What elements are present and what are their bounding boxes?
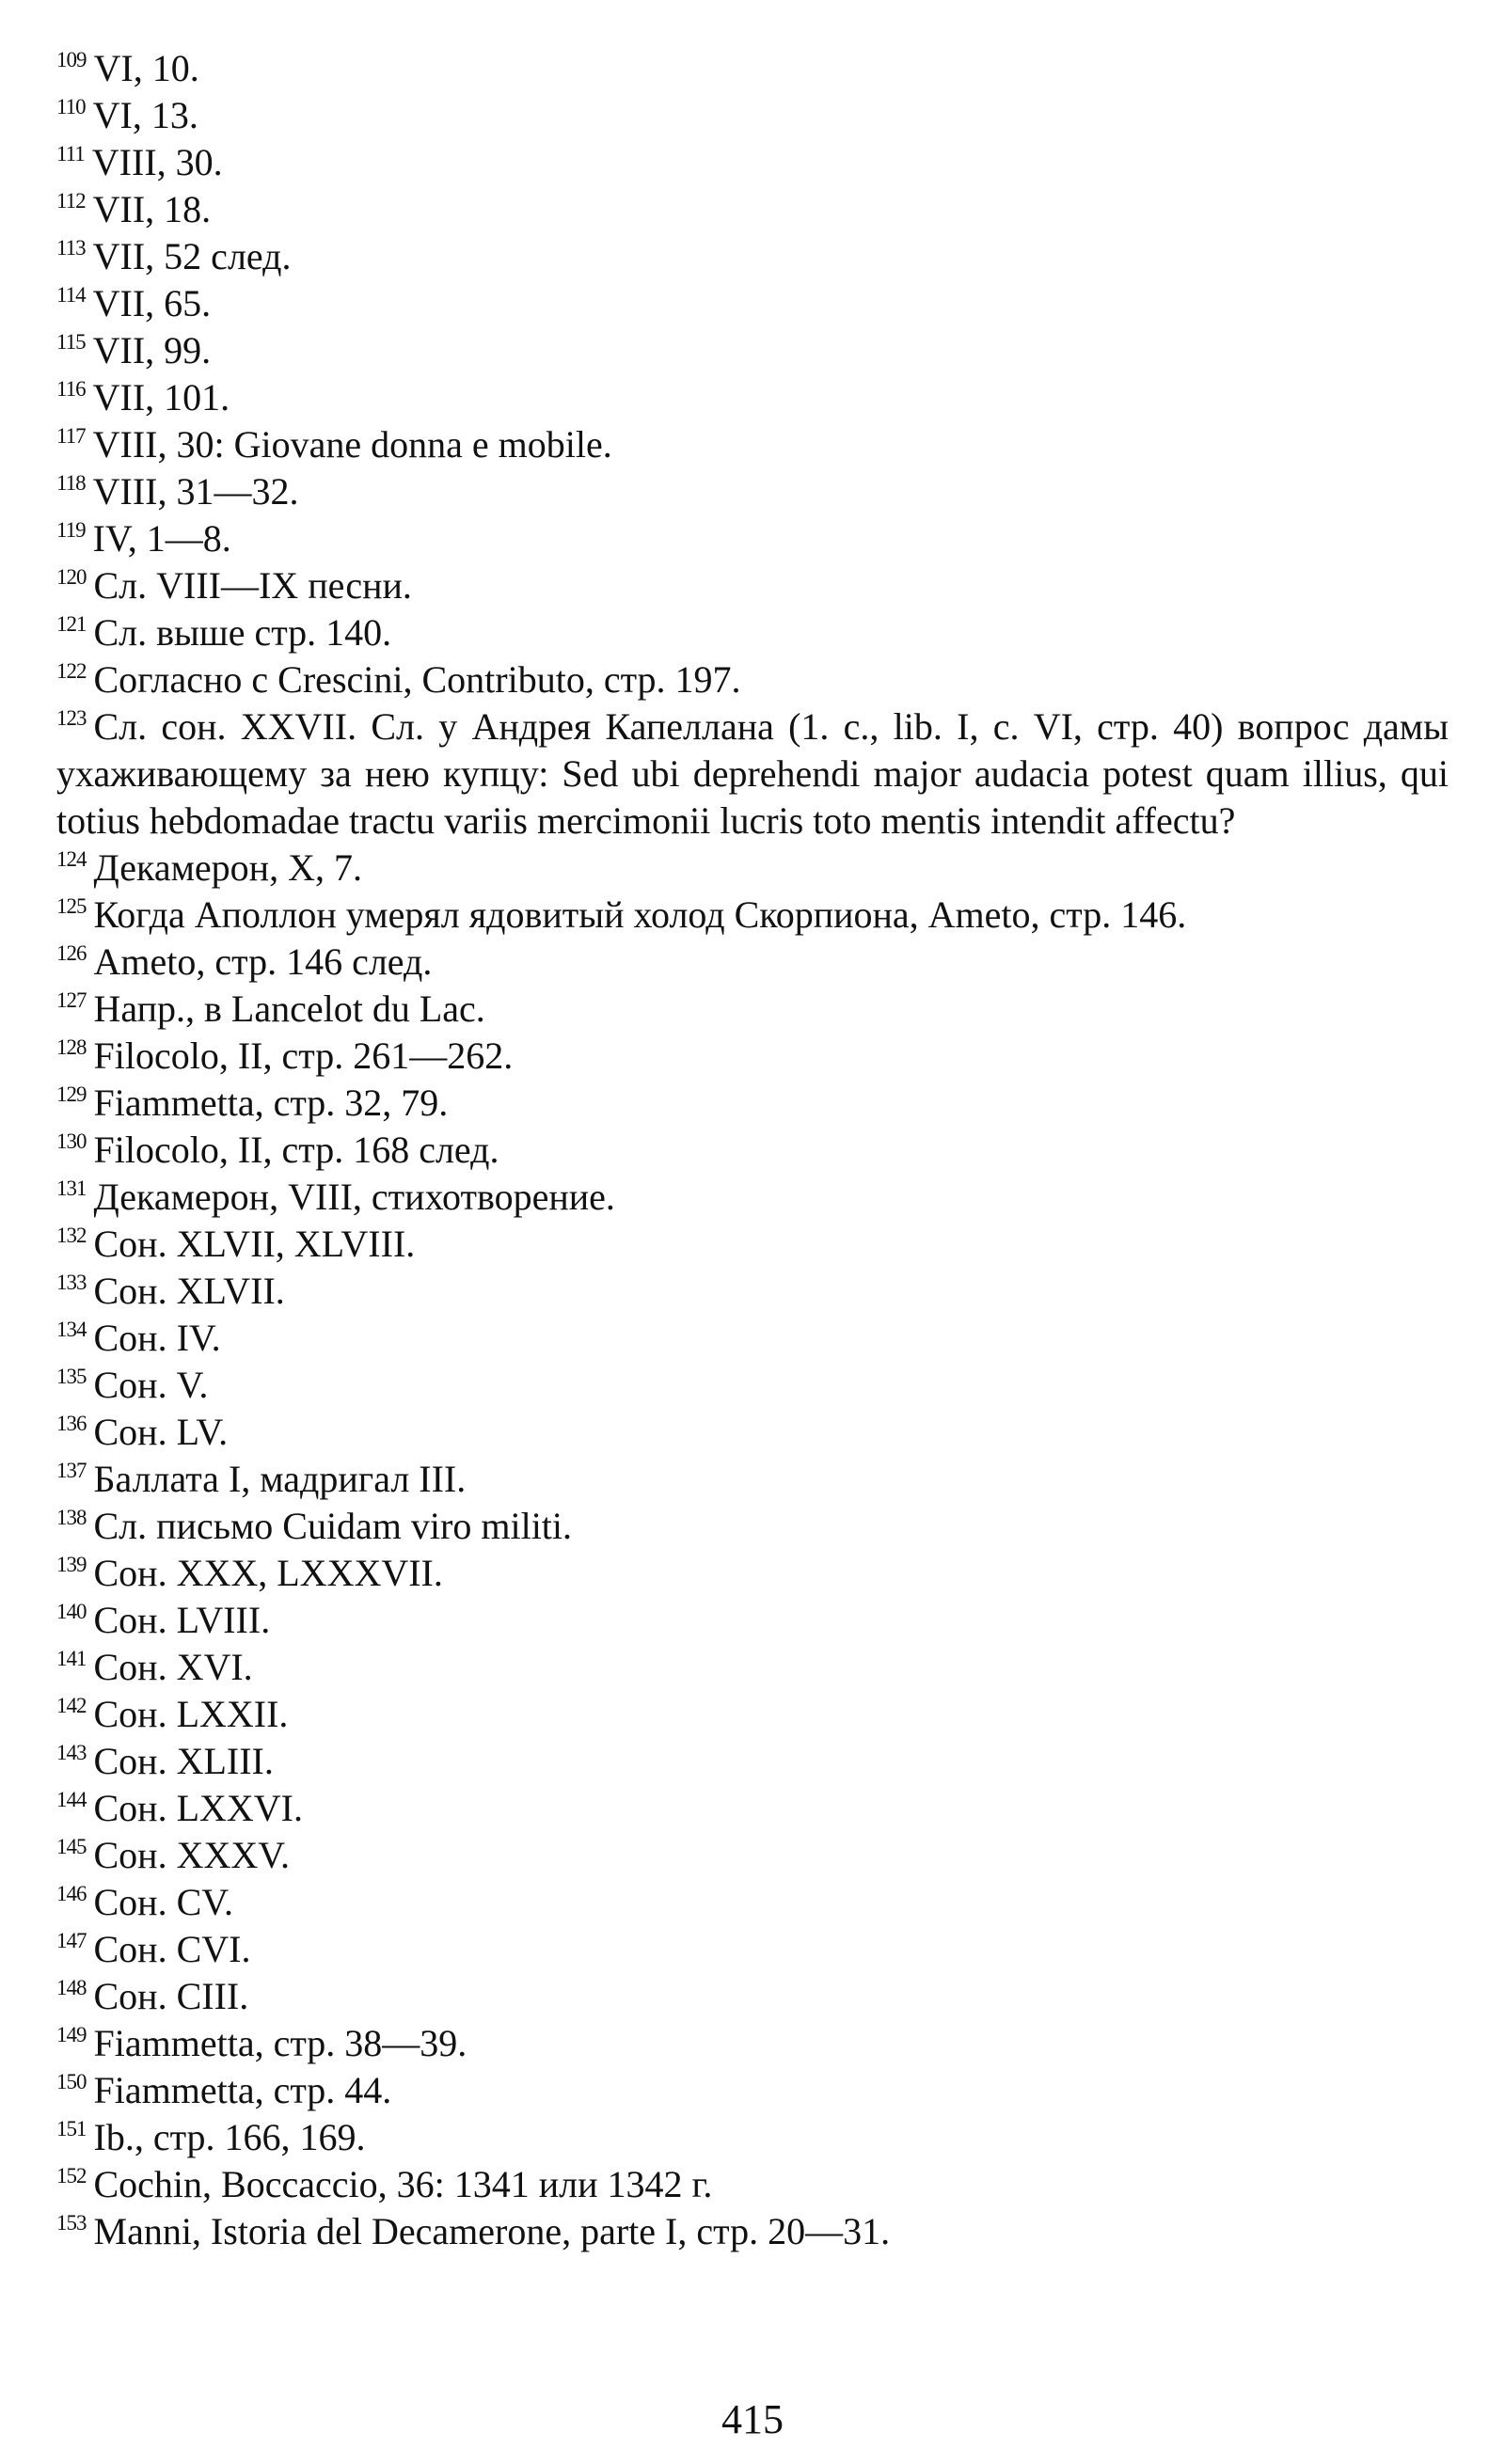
footnote-number: 128 xyxy=(56,1035,87,1059)
footnote-text: Согласно с Crescini, Contributo, стр. 197. xyxy=(93,658,741,701)
footnote-number: 137 xyxy=(56,1459,87,1482)
footnote-text: Fiammetta, стр. 32, 79. xyxy=(93,1082,449,1124)
footnote-number: 151 xyxy=(56,2117,87,2140)
footnote-number: 110 xyxy=(56,95,86,118)
footnote-text: Сон. CVI. xyxy=(93,1928,251,1970)
footnote-text: Сон. LXXII. xyxy=(93,1693,289,1735)
footnote-number: 116 xyxy=(56,377,86,401)
footnote-126 xyxy=(56,939,1449,986)
footnote-124 xyxy=(56,845,1449,892)
footnote-number: 144 xyxy=(56,1788,87,1811)
footnote-number: 134 xyxy=(56,1318,87,1341)
footnote-text: VII, 65. xyxy=(92,282,212,324)
footnote-128 xyxy=(56,1033,1449,1080)
page-number: 415 xyxy=(721,2396,784,2442)
footnote-number: 125 xyxy=(56,894,87,918)
footnote-text: Баллата I, мадригал III. xyxy=(93,1458,467,1500)
footnote-text: Cochin, Boccaccio, 36: 1341 или 1342 г. xyxy=(93,2163,713,2205)
footnote-119 xyxy=(56,515,1449,562)
footnote-118 xyxy=(56,468,1449,515)
footnote-number: 127 xyxy=(56,988,87,1012)
footnote-text: Сон. LXXVI. xyxy=(93,1787,303,1829)
footnote-number: 138 xyxy=(56,1506,87,1529)
footnote-text: Сон. IV. xyxy=(93,1317,221,1359)
footnote-114 xyxy=(56,280,1449,327)
footnote-number: 113 xyxy=(56,236,86,260)
footnote-113 xyxy=(56,233,1449,280)
footnote-125 xyxy=(56,892,1449,939)
footnote-number: 121 xyxy=(56,612,87,636)
footnote-list xyxy=(56,45,1449,2255)
footnote-number: 141 xyxy=(56,1647,87,1670)
footnote-number: 146 xyxy=(56,1882,87,1905)
footnote-text: Сон. XXX, LXXXVII. xyxy=(93,1552,443,1594)
footnote-number: 129 xyxy=(56,1082,87,1106)
footnote-text: VII, 18. xyxy=(92,188,212,230)
footnote-number: 114 xyxy=(56,283,86,307)
footnote-text: Сон. CV. xyxy=(93,1881,233,1923)
footnote-number: 148 xyxy=(56,1976,87,1999)
footnote-text: Сон. CIII. xyxy=(93,1975,249,2017)
footnote-text: Сон. V. xyxy=(93,1364,209,1406)
footnote-135 xyxy=(56,1362,1449,1409)
footnote-number: 112 xyxy=(56,189,86,213)
footnote-text: Сон. XVI. xyxy=(93,1646,253,1688)
footnote-150 xyxy=(56,2067,1449,2114)
footnote-text: Ameto, стр. 146 след. xyxy=(93,940,433,983)
footnote-text: Декамерон, X, 7. xyxy=(93,846,362,889)
footnote-151 xyxy=(56,2114,1449,2161)
footnote-text: VII, 101. xyxy=(92,376,230,419)
footnote-112 xyxy=(56,186,1449,233)
footnote-number: 149 xyxy=(56,2023,87,2046)
footnote-text: Сон. XLIII. xyxy=(93,1740,274,1782)
footnote-140 xyxy=(56,1597,1449,1644)
footnote-122 xyxy=(56,656,1449,703)
footnote-153 xyxy=(56,2208,1449,2255)
footnote-number: 147 xyxy=(56,1929,87,1952)
footnote-number: 111 xyxy=(56,142,85,166)
footnote-text: Fiammetta, стр. 44. xyxy=(93,2069,392,2111)
footnote-143 xyxy=(56,1738,1449,1785)
footnote-number: 122 xyxy=(56,659,87,683)
footnote-text: VIII, 30: Giovane donna e mobile. xyxy=(92,423,612,466)
footnote-text: Ib., стр. 166, 169. xyxy=(93,2116,366,2158)
footnote-123 xyxy=(56,703,1449,845)
footnote-text: Сон. LVIII. xyxy=(93,1599,271,1641)
footnote-text: VI, 13. xyxy=(92,94,198,136)
footnote-115 xyxy=(56,327,1449,374)
footnote-number: 142 xyxy=(56,1694,87,1717)
footnote-number: 117 xyxy=(56,424,86,448)
footnote-number: 115 xyxy=(56,330,86,354)
footnote-number: 119 xyxy=(56,518,86,542)
footnote-number: 145 xyxy=(56,1835,87,1858)
footnote-132 xyxy=(56,1221,1449,1268)
footnote-136 xyxy=(56,1409,1449,1456)
footnote-number: 136 xyxy=(56,1412,87,1435)
footnote-134 xyxy=(56,1315,1449,1362)
footnote-121 xyxy=(56,609,1449,656)
footnote-149 xyxy=(56,2020,1449,2067)
footnote-number: 153 xyxy=(56,2211,87,2235)
footnote-number: 152 xyxy=(56,2164,87,2188)
footnote-138 xyxy=(56,1503,1449,1550)
footnote-text: Сон. XLVII. xyxy=(93,1270,285,1312)
footnote-number: 120 xyxy=(56,565,87,589)
footnote-text: VI, 10. xyxy=(93,47,199,89)
footnote-number: 139 xyxy=(56,1553,87,1576)
footnote-text: VII, 52 след. xyxy=(92,235,292,277)
footnote-text: Напр., в Lancelot du Lac. xyxy=(93,987,485,1030)
footnote-137 xyxy=(56,1456,1449,1503)
footnote-120 xyxy=(56,562,1449,609)
footnote-text: Fiammetta, стр. 38—39. xyxy=(93,2022,467,2064)
footnote-text: Filocolo, II, стр. 261—262. xyxy=(93,1035,514,1077)
footnote-text: Сл. письмо Cuidam viro militi. xyxy=(93,1505,573,1547)
footnote-number: 126 xyxy=(56,941,87,965)
footnote-number: 150 xyxy=(56,2070,87,2093)
footnote-number: 109 xyxy=(56,48,87,71)
footnote-text: Manni, Istoria del Decamerone, parte I, стр. 20—31. xyxy=(93,2210,891,2252)
footnote-text: Сон. XXXV. xyxy=(93,1834,290,1876)
footnote-number: 133 xyxy=(56,1271,87,1294)
footnote-110 xyxy=(56,92,1449,139)
footnote-text: Filocolo, II, стр. 168 след. xyxy=(93,1129,499,1171)
footnote-number: 135 xyxy=(56,1365,87,1388)
footnote-139 xyxy=(56,1550,1449,1597)
footnote-text: Сл. VIII—IX песни. xyxy=(93,564,412,607)
footnote-text: VII, 99. xyxy=(92,329,212,371)
footnote-133 xyxy=(56,1268,1449,1315)
footnote-145 xyxy=(56,1832,1449,1879)
footnote-109 xyxy=(56,45,1449,92)
footnote-text: Декамерон, VIII, стихотворение. xyxy=(93,1176,615,1218)
footnote-number: 124 xyxy=(56,847,87,871)
footnote-147 xyxy=(56,1926,1449,1973)
footnote-text: VIII, 30. xyxy=(91,141,223,183)
footnote-text: Сон. XLVII, XLVIII. xyxy=(93,1223,416,1265)
footnote-number: 131 xyxy=(56,1177,87,1200)
footnote-text: VIII, 31—32. xyxy=(92,470,299,513)
footnote-142 xyxy=(56,1691,1449,1738)
footnote-146 xyxy=(56,1879,1449,1926)
footnote-148 xyxy=(56,1973,1449,2020)
footnote-152 xyxy=(56,2161,1449,2208)
footnote-116 xyxy=(56,374,1449,421)
footnote-127 xyxy=(56,986,1449,1033)
footnote-text: Сл. выше стр. 140. xyxy=(93,611,392,654)
footnote-number: 132 xyxy=(56,1224,87,1247)
footnote-number: 123 xyxy=(56,706,87,730)
footnote-number: 118 xyxy=(56,471,86,495)
footnote-number: 130 xyxy=(56,1129,87,1153)
footnote-111 xyxy=(56,139,1449,186)
footnote-text: Когда Аполлон умерял ядовитый холод Скорпиона, Ameto, стр. 146. xyxy=(93,893,1187,936)
footnote-141 xyxy=(56,1644,1449,1691)
footnote-144 xyxy=(56,1785,1449,1832)
footnote-129 xyxy=(56,1080,1449,1127)
footnote-text: Сл. сон. XXVII. Сл. у Андрея Капеллана (1. с., lib. I, с. VI, стр. 40) вопрос дамы ухаживающему за нею купцу: Sed ubi deprehendi major audacia potest quam illius, qui totius hebdomadae tractu variis mercimonii lucris toto mentis intendit affectu? xyxy=(56,705,1449,842)
footnote-117 xyxy=(56,421,1449,468)
footnote-number: 143 xyxy=(56,1741,87,1764)
footnote-text: Сон. LV. xyxy=(93,1411,229,1453)
footnote-number: 140 xyxy=(56,1600,87,1623)
footnote-text: IV, 1—8. xyxy=(92,517,231,560)
footnote-130 xyxy=(56,1127,1449,1174)
footnote-131 xyxy=(56,1174,1449,1221)
